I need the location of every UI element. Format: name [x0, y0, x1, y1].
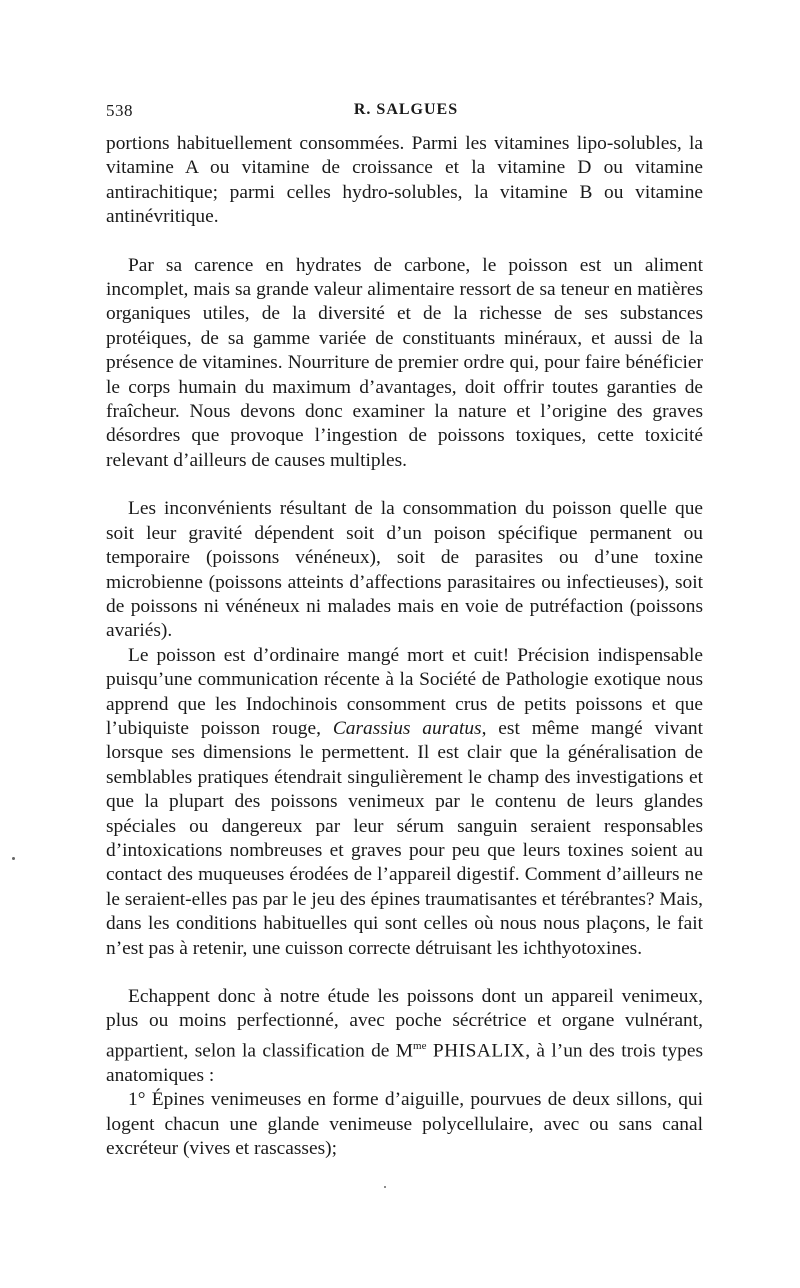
body-text [106, 132, 703, 1161]
scan-speck [384, 1186, 386, 1188]
page-number: 538 [106, 101, 133, 120]
paragraph-5 [106, 985, 703, 1088]
paragraph-4 [106, 644, 703, 961]
species-name: Carassius auratus [332, 717, 482, 739]
paragraph-5-text-a: Echappent donc à notre étude les poissons dont un appareil venimeux, plus ou moins perfectionné, avec poche sécrétrice et organe vulnérant, appartient, selon la classification de M [106, 986, 703, 1062]
paragraph-1: portions habituellement consommées. Parmi les vitamines lipo-solubles, la vitamine A ou vitamine de croissance et la vitamine D ou vitamine antirachitique; parmi celles hydro-solubles, la vitamine B ou vitamine antinévritique. [106, 133, 703, 228]
list-item-1: 1° Épines venimeuses en forme d’aiguille, pourvues de deux sillons, qui logent chacun une glande venimeuse polycellulaire, avec ou sans canal excréteur (vives et rascasses); [106, 1089, 703, 1159]
scan-speck [12, 857, 15, 860]
author-name: PHISALIX [432, 1040, 526, 1062]
running-title: R. SALGUES [353, 101, 459, 118]
page-header [106, 101, 706, 125]
paragraph-4-text-a: Le poisson est d’ordinaire mangé mort et cuit! Précision indispensable puisqu’une communication récente à la Société de Pathologie exotique nous apprend que les Indochinois consomment crus de petits poissons et que l’ubiquiste poisson rouge, [106, 644, 703, 739]
paragraph-5-text-b: , à l’un des trois types anatomiques : [106, 1040, 703, 1086]
title-superscript: me [413, 1039, 427, 1052]
paragraph-4-text-b: , est même mangé vivant lorsque ses dimensions le permettent. Il est clair que la généralisation de semblables pratiques étendrait singulièrement le champ des investigations et que la plupart des poissons venimeux par le contenu de leurs glandes spéciales ou dangereux par leur sérum sanguin seraient responsables d’intoxications nombreuses et graves pour peu que leurs toxines soient au contact des muqueuses érodées de l’appareil digestif. Comment d’ailleurs ne le seraient-elles pas par le jeu des épines traumatisantes et térébrantes? Mais, dans les conditions habituelles qui sont celles où nous nous plaçons, le fait n’est pas à retenir, une cuisson correcte détruisant les ichthyotoxines. [106, 717, 704, 959]
paragraph-2: Par sa carence en hydrates de carbone, le poisson est un aliment incomplet, mais sa grande valeur alimentaire ressort de sa teneur en matières organiques utiles, de la diversité et de la richesse de ses substances protéiques, de sa gamme variée de constituants minéraux, et aussi de la présence de vitamines. Nourriture de premier ordre qui, pour faire bénéficier le corps humain du maximum d’avantages, doit offrir toutes garanties de fraîcheur. Nous devons donc examiner la nature et l’origine des graves désordres que provoque l’ingestion de poissons toxiques, cette toxicité relevant d’ailleurs de causes multiples. [106, 254, 703, 471]
paragraph-3: Les inconvénients résultant de la consommation du poisson quelle que soit leur gravité dépendent soit d’un poison spécifique permanent ou temporaire (poissons vénéneux), soit de parasites ou d’une toxine microbienne (poissons atteints d’affections parasitaires ou infectieuses), soit de poissons ni vénéneux ni malades mais en voie de putréfaction (poissons avariés). [106, 498, 703, 642]
